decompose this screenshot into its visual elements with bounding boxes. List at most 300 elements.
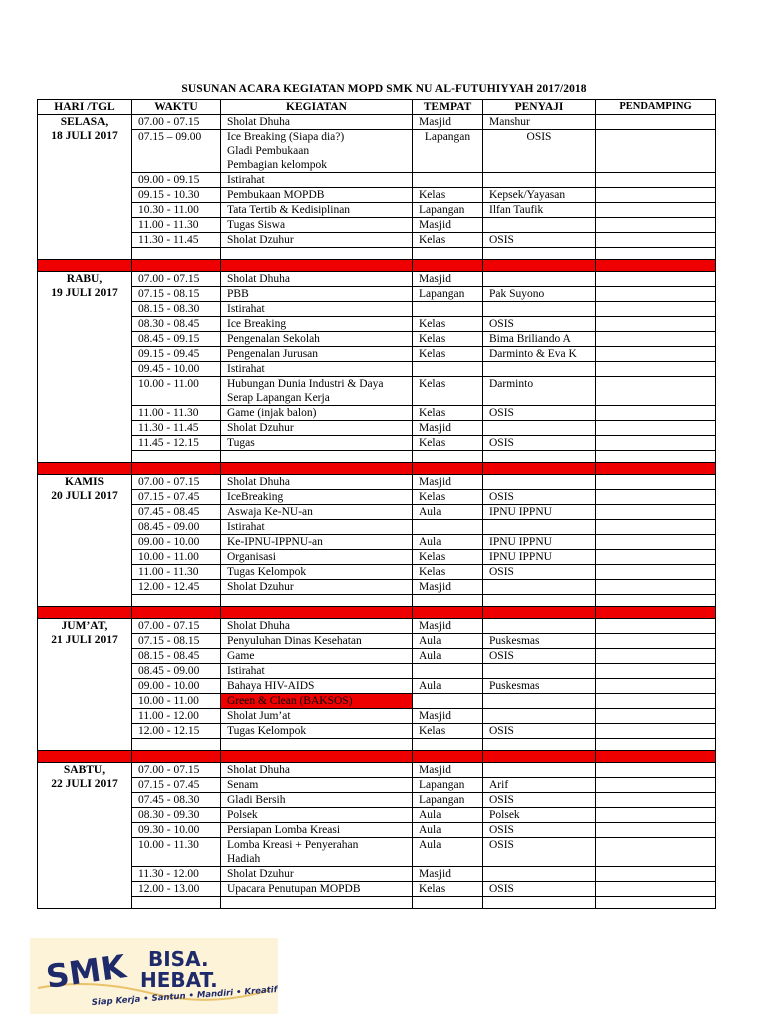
kegiatan-cell: Pembukaan MOPDB — [221, 188, 413, 203]
pendamping-cell — [596, 867, 716, 882]
schedule-row — [38, 565, 716, 580]
kegiatan-cell: Pengenalan Sekolah — [221, 332, 413, 347]
penyaji-cell: Kepsek/Yayasan — [483, 188, 596, 203]
schedule-body — [38, 115, 716, 909]
waktu-cell: 11.00 - 11.30 — [132, 565, 221, 580]
waktu-cell: 09.15 - 10.30 — [132, 188, 221, 203]
pendamping-cell — [596, 173, 716, 188]
tempat-cell: Masjid — [413, 763, 483, 778]
empty-cell — [413, 248, 483, 260]
kegiatan-cell: Istirahat — [221, 664, 413, 679]
separator-cell — [38, 607, 132, 619]
tempat-cell: Aula — [413, 649, 483, 664]
tempat-cell: Kelas — [413, 565, 483, 580]
empty-cell — [132, 595, 221, 607]
waktu-cell: 11.30 - 11.45 — [132, 421, 221, 436]
waktu-cell: 07.00 - 07.15 — [132, 763, 221, 778]
penyaji-cell: OSIS — [483, 823, 596, 838]
penyaji-cell — [483, 475, 596, 490]
waktu-cell: 09.00 - 09.15 — [132, 173, 221, 188]
empty-cell — [132, 897, 221, 909]
day-date: 20 JULI 2017 — [51, 490, 118, 502]
pendamping-cell — [596, 823, 716, 838]
schedule-row — [38, 362, 716, 377]
schedule-row — [38, 823, 716, 838]
empty-cell — [483, 739, 596, 751]
kegiatan-cell: Tugas Siswa — [221, 218, 413, 233]
separator-cell — [38, 751, 132, 763]
empty-cell — [413, 739, 483, 751]
tempat-cell: Masjid — [413, 867, 483, 882]
tempat-cell: Masjid — [413, 115, 483, 130]
day-name: JUM’AT, — [61, 620, 108, 632]
logo-tagline-text: Siap Kerja • Santun • Mandiri • Kreatif — [91, 985, 278, 1008]
separator-cell — [221, 751, 413, 763]
pendamping-cell — [596, 218, 716, 233]
pendamping-cell — [596, 694, 716, 709]
schedule-row — [38, 709, 716, 724]
day-cell — [38, 272, 132, 463]
tempat-cell: Masjid — [413, 580, 483, 595]
penyaji-cell: OSIS — [483, 649, 596, 664]
empty-cell — [483, 248, 596, 260]
pendamping-cell — [596, 838, 716, 867]
logo-bisa-text: BISA. — [148, 947, 209, 971]
waktu-cell: 07.00 - 07.15 — [132, 272, 221, 287]
kegiatan-cell: Sholat Dzuhur — [221, 233, 413, 248]
pendamping-cell — [596, 406, 716, 421]
penyaji-cell — [483, 362, 596, 377]
tempat-cell — [413, 664, 483, 679]
penyaji-cell: Puskesmas — [483, 679, 596, 694]
waktu-cell: 07.45 - 08.45 — [132, 505, 221, 520]
pendamping-cell — [596, 664, 716, 679]
penyaji-cell: IPNU IPPNU — [483, 505, 596, 520]
pendamping-cell — [596, 565, 716, 580]
penyaji-cell — [483, 173, 596, 188]
separator-cell — [596, 607, 716, 619]
schedule-row — [38, 332, 716, 347]
tempat-cell: Kelas — [413, 332, 483, 347]
schedule-row — [38, 115, 716, 130]
kegiatan-cell: Sholat Dhuha — [221, 272, 413, 287]
schedule-row — [38, 535, 716, 550]
waktu-cell: 08.30 - 09.30 — [132, 808, 221, 823]
kegiatan-cell: Istirahat — [221, 362, 413, 377]
schedule-row — [38, 724, 716, 739]
waktu-cell: 07.00 - 07.15 — [132, 619, 221, 634]
separator-cell — [221, 260, 413, 272]
waktu-cell: 09.15 - 09.45 — [132, 347, 221, 362]
tempat-cell: Kelas — [413, 317, 483, 332]
kegiatan-cell: Sholat Dhuha — [221, 115, 413, 130]
waktu-cell: 07.00 - 07.15 — [132, 475, 221, 490]
kegiatan-cell: Sholat Dhuha — [221, 763, 413, 778]
penyaji-cell: OSIS — [483, 233, 596, 248]
penyaji-cell — [483, 867, 596, 882]
waktu-cell: 11.30 - 11.45 — [132, 233, 221, 248]
pendamping-cell — [596, 362, 716, 377]
penyaji-cell: OSIS — [483, 565, 596, 580]
waktu-cell: 11.45 - 12.15 — [132, 436, 221, 451]
pendamping-cell — [596, 332, 716, 347]
schedule-row — [38, 203, 716, 218]
tempat-cell: Aula — [413, 823, 483, 838]
schedule-row — [38, 664, 716, 679]
logo-smk-text: SMK — [43, 947, 129, 996]
kegiatan-cell: Penyuluhan Dinas Kesehatan — [221, 634, 413, 649]
day-date: 18 JULI 2017 — [51, 130, 118, 142]
penyaji-cell — [483, 520, 596, 535]
penyaji-cell: OSIS — [483, 130, 596, 173]
day-cell — [38, 763, 132, 909]
tempat-cell: Aula — [413, 679, 483, 694]
kegiatan-cell: Senam — [221, 778, 413, 793]
pendamping-cell — [596, 520, 716, 535]
tempat-cell: Aula — [413, 634, 483, 649]
pendamping-cell — [596, 619, 716, 634]
pendamping-cell — [596, 233, 716, 248]
schedule-row — [38, 421, 716, 436]
empty-row — [38, 248, 716, 260]
schedule-row — [38, 377, 716, 406]
day-cell — [38, 619, 132, 751]
header-waktu: WAKTU — [132, 100, 221, 115]
tempat-cell — [413, 362, 483, 377]
pendamping-cell — [596, 550, 716, 565]
empty-cell — [483, 897, 596, 909]
schedule-row — [38, 763, 716, 778]
kegiatan-cell: Tugas Kelompok — [221, 565, 413, 580]
empty-row — [38, 595, 716, 607]
penyaji-cell — [483, 664, 596, 679]
schedule-row — [38, 550, 716, 565]
empty-cell — [596, 739, 716, 751]
kegiatan-cell: IceBreaking — [221, 490, 413, 505]
tempat-cell: Masjid — [413, 272, 483, 287]
separator-cell — [132, 260, 221, 272]
pendamping-cell — [596, 535, 716, 550]
pendamping-cell — [596, 421, 716, 436]
penyaji-cell — [483, 709, 596, 724]
schedule-row — [38, 436, 716, 451]
penyaji-cell: Manshur — [483, 115, 596, 130]
kegiatan-cell: Sholat Dzuhur — [221, 867, 413, 882]
kegiatan-cell: Organisasi — [221, 550, 413, 565]
waktu-cell: 12.00 - 12.15 — [132, 724, 221, 739]
separator-cell — [413, 463, 483, 475]
pendamping-cell — [596, 490, 716, 505]
penyaji-cell — [483, 580, 596, 595]
pendamping-cell — [596, 287, 716, 302]
tempat-cell: Kelas — [413, 347, 483, 362]
separator-cell — [221, 607, 413, 619]
day-date: 21 JULI 2017 — [51, 634, 118, 646]
tempat-cell: Aula — [413, 808, 483, 823]
schedule-row — [38, 694, 716, 709]
tempat-cell: Kelas — [413, 882, 483, 897]
separator-cell — [132, 607, 221, 619]
schedule-row — [38, 188, 716, 203]
tempat-cell — [413, 173, 483, 188]
pendamping-cell — [596, 188, 716, 203]
penyaji-cell: OSIS — [483, 406, 596, 421]
pendamping-cell — [596, 436, 716, 451]
empty-cell — [221, 739, 413, 751]
schedule-row — [38, 793, 716, 808]
penyaji-cell: Ilfan Taufik — [483, 203, 596, 218]
waktu-cell: 07.15 - 07.45 — [132, 778, 221, 793]
pendamping-cell — [596, 679, 716, 694]
empty-row — [38, 739, 716, 751]
day-cell — [38, 475, 132, 607]
schedule-row — [38, 490, 716, 505]
penyaji-cell: Puskesmas — [483, 634, 596, 649]
pendamping-cell — [596, 272, 716, 287]
waktu-cell: 08.15 - 08.30 — [132, 302, 221, 317]
waktu-cell: 08.45 - 09.00 — [132, 520, 221, 535]
waktu-cell: 09.00 - 10.00 — [132, 535, 221, 550]
schedule-row — [38, 505, 716, 520]
separator-cell — [38, 260, 132, 272]
schedule-row — [38, 475, 716, 490]
separator-cell — [483, 260, 596, 272]
penyaji-cell: OSIS — [483, 490, 596, 505]
empty-cell — [483, 451, 596, 463]
schedule-row — [38, 317, 716, 332]
empty-row — [38, 897, 716, 909]
kegiatan-cell: Upacara Penutupan MOPDB — [221, 882, 413, 897]
tempat-cell: Kelas — [413, 188, 483, 203]
empty-cell — [596, 897, 716, 909]
kegiatan-cell: Tugas Kelompok — [221, 724, 413, 739]
document-title: SUSUNAN ACARA KEGIATAN MOPD SMK NU AL-FUTUHIYYAH 2017/2018 — [181, 83, 587, 95]
waktu-cell: 11.30 - 12.00 — [132, 867, 221, 882]
kegiatan-cell: Sholat Jum’at — [221, 709, 413, 724]
pendamping-cell — [596, 778, 716, 793]
kegiatan-cell: Sholat Dzuhur — [221, 421, 413, 436]
tempat-cell: Masjid — [413, 709, 483, 724]
pendamping-cell — [596, 302, 716, 317]
pendamping-cell — [596, 317, 716, 332]
empty-cell — [221, 595, 413, 607]
waktu-cell: 10.00 - 11.00 — [132, 377, 221, 406]
penyaji-cell: OSIS — [483, 838, 596, 867]
empty-cell — [413, 595, 483, 607]
header-row — [38, 100, 716, 115]
tempat-cell: Kelas — [413, 436, 483, 451]
separator-cell — [132, 463, 221, 475]
schedule-row — [38, 778, 716, 793]
empty-cell — [221, 897, 413, 909]
penyaji-cell — [483, 619, 596, 634]
tempat-cell — [413, 520, 483, 535]
tempat-cell: Kelas — [413, 724, 483, 739]
logo-hebat-text: HEBAT. — [140, 968, 218, 992]
penyaji-cell: OSIS — [483, 793, 596, 808]
waktu-cell: 11.00 - 11.30 — [132, 218, 221, 233]
empty-cell — [413, 451, 483, 463]
waktu-cell: 07.15 - 07.45 — [132, 490, 221, 505]
kegiatan-cell: Ice Breaking — [221, 317, 413, 332]
kegiatan-cell: Istirahat — [221, 302, 413, 317]
penyaji-cell: Darminto & Eva K — [483, 347, 596, 362]
waktu-cell: 12.00 - 13.00 — [132, 882, 221, 897]
waktu-cell: 12.00 - 12.45 — [132, 580, 221, 595]
penyaji-cell: Polsek — [483, 808, 596, 823]
separator-cell — [596, 751, 716, 763]
separator-cell — [132, 751, 221, 763]
schedule-row — [38, 882, 716, 897]
empty-cell — [221, 248, 413, 260]
day-separator — [38, 463, 716, 475]
tempat-cell: Masjid — [413, 475, 483, 490]
schedule-row — [38, 634, 716, 649]
separator-cell — [221, 463, 413, 475]
schedule-row — [38, 406, 716, 421]
waktu-cell: 08.45 - 09.00 — [132, 664, 221, 679]
pendamping-cell — [596, 347, 716, 362]
pendamping-cell — [596, 808, 716, 823]
empty-cell — [132, 248, 221, 260]
schedule-row — [38, 808, 716, 823]
pendamping-cell — [596, 763, 716, 778]
tempat-cell: Lapangan — [413, 793, 483, 808]
tempat-cell: Aula — [413, 505, 483, 520]
pendamping-cell — [596, 115, 716, 130]
pendamping-cell — [596, 580, 716, 595]
schedule-row — [38, 619, 716, 634]
penyaji-cell — [483, 421, 596, 436]
kegiatan-cell: Tata Tertib & Kedisiplinan — [221, 203, 413, 218]
tempat-cell: Masjid — [413, 421, 483, 436]
separator-cell — [413, 260, 483, 272]
kegiatan-cell: Sholat Dzuhur — [221, 580, 413, 595]
penyaji-cell: OSIS — [483, 882, 596, 897]
separator-cell — [483, 751, 596, 763]
schedule-row — [38, 679, 716, 694]
empty-cell — [132, 451, 221, 463]
kegiatan-cell: Aswaja Ke-NU-an — [221, 505, 413, 520]
waktu-cell: 07.45 - 08.30 — [132, 793, 221, 808]
kegiatan-cell: Istirahat — [221, 520, 413, 535]
waktu-cell: 10.00 - 11.00 — [132, 550, 221, 565]
empty-row — [38, 451, 716, 463]
penyaji-cell — [483, 218, 596, 233]
tempat-cell: Lapangan — [413, 778, 483, 793]
penyaji-cell: Arif — [483, 778, 596, 793]
separator-cell — [596, 260, 716, 272]
header-penyaji: PENYAJI — [483, 100, 596, 115]
day-separator — [38, 607, 716, 619]
empty-cell — [596, 248, 716, 260]
pendamping-cell — [596, 475, 716, 490]
pendamping-cell — [596, 649, 716, 664]
schedule-row — [38, 287, 716, 302]
penyaji-cell: OSIS — [483, 724, 596, 739]
kegiatan-cell: Sholat Dhuha — [221, 475, 413, 490]
penyaji-cell: Bima Briliando A — [483, 332, 596, 347]
schedule-row — [38, 173, 716, 188]
separator-cell — [413, 607, 483, 619]
waktu-cell: 08.45 - 09.15 — [132, 332, 221, 347]
schedule-row — [38, 867, 716, 882]
schedule-row — [38, 520, 716, 535]
kegiatan-cell: PBB — [221, 287, 413, 302]
penyaji-cell: OSIS — [483, 317, 596, 332]
schedule-table — [37, 99, 716, 909]
separator-cell — [596, 463, 716, 475]
empty-cell — [596, 595, 716, 607]
day-date: 22 JULI 2017 — [51, 778, 118, 790]
schedule-row — [38, 218, 716, 233]
penyaji-cell: IPNU IPPNU — [483, 535, 596, 550]
pendamping-cell — [596, 709, 716, 724]
penyaji-cell — [483, 272, 596, 287]
kegiatan-cell: Gladi Bersih — [221, 793, 413, 808]
tempat-cell: Kelas — [413, 490, 483, 505]
tempat-cell — [413, 694, 483, 709]
smk-bisa-hebat-logo — [30, 938, 278, 1014]
kegiatan-cell: Bahaya HIV-AIDS — [221, 679, 413, 694]
kegiatan-cell: Istirahat — [221, 173, 413, 188]
waktu-cell: 07.15 - 08.15 — [132, 287, 221, 302]
penyaji-cell: Pak Suyono — [483, 287, 596, 302]
waktu-cell: 09.45 - 10.00 — [132, 362, 221, 377]
empty-cell — [413, 897, 483, 909]
schedule-row — [38, 838, 716, 867]
waktu-cell: 08.15 - 08.45 — [132, 649, 221, 664]
penyaji-cell: OSIS — [483, 436, 596, 451]
kegiatan-cell: Hubungan Dunia Industri & Daya Serap Lapangan Kerja — [221, 377, 413, 406]
penyaji-cell — [483, 763, 596, 778]
schedule-row — [38, 233, 716, 248]
schedule-row — [38, 649, 716, 664]
header-tempat: TEMPAT — [413, 100, 483, 115]
waktu-cell: 11.00 - 11.30 — [132, 406, 221, 421]
tempat-cell: Masjid — [413, 218, 483, 233]
header-pendamping: PENDAMPING — [596, 100, 716, 115]
empty-cell — [596, 451, 716, 463]
tempat-cell: Aula — [413, 535, 483, 550]
pendamping-cell — [596, 634, 716, 649]
penyaji-cell — [483, 302, 596, 317]
pendamping-cell — [596, 377, 716, 406]
kegiatan-cell: Sholat Dhuha — [221, 619, 413, 634]
kegiatan-cell: Persiapan Lomba Kreasi — [221, 823, 413, 838]
empty-cell — [221, 451, 413, 463]
day-name: RABU, — [66, 273, 103, 285]
waktu-cell: 07.00 - 07.15 — [132, 115, 221, 130]
waktu-cell: 10.30 - 11.00 — [132, 203, 221, 218]
penyaji-cell: IPNU IPPNU — [483, 550, 596, 565]
schedule-row — [38, 302, 716, 317]
kegiatan-cell: Game (injak balon) — [221, 406, 413, 421]
schedule-row — [38, 580, 716, 595]
kegiatan-cell: Lomba Kreasi + Penyerahan Hadiah — [221, 838, 413, 867]
tempat-cell — [413, 302, 483, 317]
tempat-cell: Kelas — [413, 406, 483, 421]
waktu-cell: 11.00 - 12.00 — [132, 709, 221, 724]
penyaji-cell — [483, 694, 596, 709]
pendamping-cell — [596, 793, 716, 808]
penyaji-cell: Darminto — [483, 377, 596, 406]
kegiatan-cell: Ice Breaking (Siapa dia?) Gladi Pembukaan Pembagian kelompok — [221, 130, 413, 173]
pendamping-cell — [596, 882, 716, 897]
kegiatan-cell: Pengenalan Jurusan — [221, 347, 413, 362]
waktu-cell: 10.00 - 11.00 — [132, 694, 221, 709]
tempat-cell: Kelas — [413, 233, 483, 248]
